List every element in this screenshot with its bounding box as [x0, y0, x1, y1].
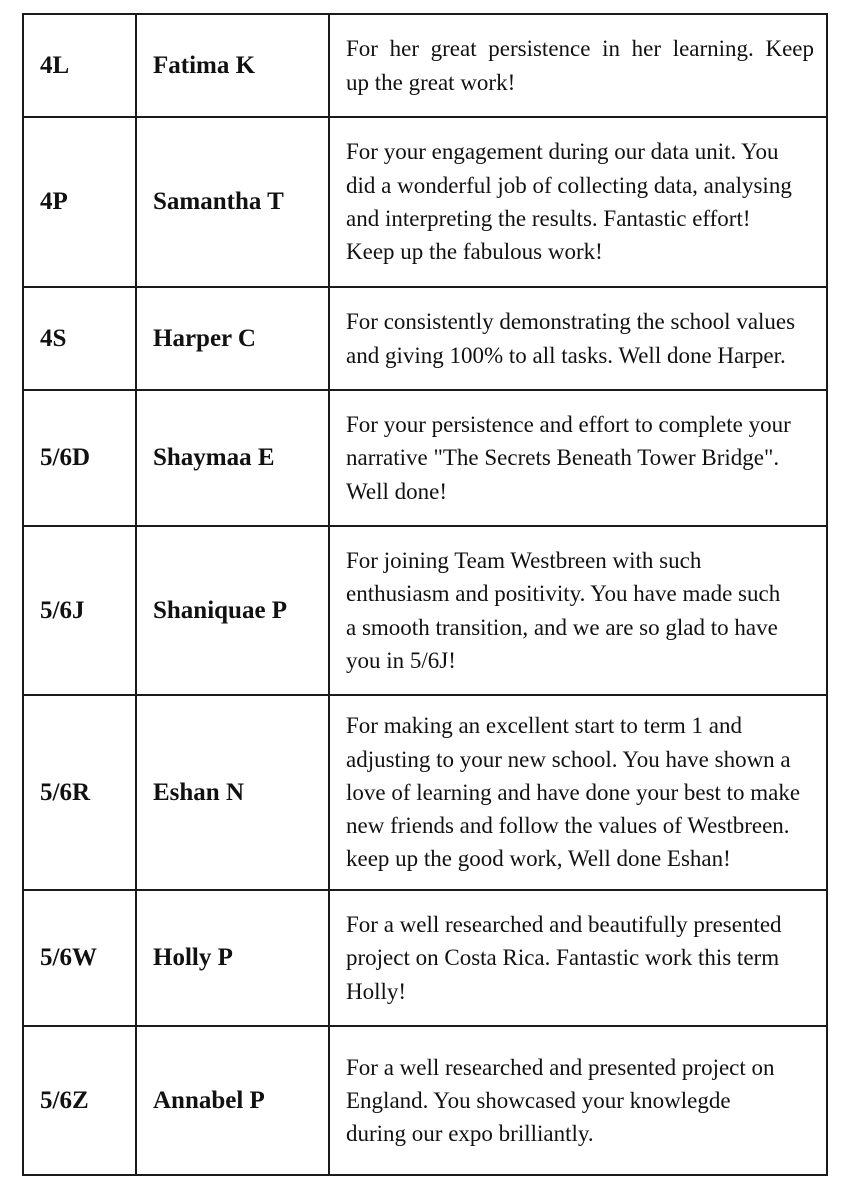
award-reason-cell — [329, 390, 827, 526]
table-row — [23, 287, 827, 390]
reason-line: For a well researched and presented project on — [346, 1054, 775, 1080]
class-cell: 4L — [23, 14, 136, 117]
table-row — [23, 390, 827, 526]
reason-line: you in 5/6J! — [346, 647, 456, 673]
award-reason-cell — [329, 287, 827, 390]
awards-table — [22, 13, 828, 1176]
class-cell: 5/6J — [23, 526, 136, 695]
reason-line: narrative "The Secrets Beneath Tower Bridge". — [346, 445, 780, 471]
student-name-cell: Samantha T — [136, 117, 329, 287]
student-name-cell: Shaniquae P — [136, 526, 329, 695]
reason-line: and giving 100% to all tasks. Well done Harper. — [346, 342, 786, 368]
reason-line: For a well researched and beautifully presented — [346, 912, 782, 938]
table-row — [23, 526, 827, 695]
reason-line: keep up the good work, Well done Eshan! — [346, 846, 731, 872]
table-row — [23, 890, 827, 1026]
reason-line: For your persistence and effort to complete your — [346, 412, 791, 438]
award-reason-cell — [329, 14, 827, 117]
reason-line: during our expo brilliantly. — [346, 1121, 594, 1147]
class-cell: 4S — [23, 287, 136, 390]
award-reason-cell — [329, 695, 827, 890]
table-row — [23, 14, 827, 117]
reason-line: up the great work! — [346, 69, 516, 95]
award-reason-cell — [329, 526, 827, 695]
class-cell: 5/6R — [23, 695, 136, 890]
reason-line: For consistently demonstrating the school values — [346, 309, 796, 335]
student-name-cell: Fatima K — [136, 14, 329, 117]
reason-line: new friends and follow the values of Westbreen. — [346, 813, 790, 839]
reason-line: For making an excellent start to term 1 and — [346, 713, 742, 739]
award-reason-cell — [329, 1026, 827, 1175]
student-name-cell: Holly P — [136, 890, 329, 1026]
class-cell: 5/6W — [23, 890, 136, 1026]
reason-line: For joining Team Westbreen with such — [346, 547, 702, 573]
table-row — [23, 1026, 827, 1175]
student-name-cell: Eshan N — [136, 695, 329, 890]
class-cell: 5/6D — [23, 390, 136, 526]
reason-line: adjusting to your new school. You have shown a — [346, 746, 791, 772]
reason-line: Holly! — [346, 978, 407, 1004]
table-row — [23, 117, 827, 287]
reason-line: love of learning and have done your best to make — [346, 779, 801, 805]
reason-line: Keep up the fabulous work! — [346, 239, 603, 265]
reason-line: project on Costa Rica. Fantastic work this term — [346, 945, 780, 971]
award-reason-cell — [329, 117, 827, 287]
reason-line: England. You showcased your knowlegde — [346, 1087, 731, 1113]
student-name-cell: Harper C — [136, 287, 329, 390]
reason-line: enthusiasm and positivity. You have made such — [346, 581, 781, 607]
reason-line: did a wonderful job of collecting data, analysing — [346, 172, 792, 198]
award-reason-cell — [329, 890, 827, 1026]
class-cell: 4P — [23, 117, 136, 287]
student-name-cell: Annabel P — [136, 1026, 329, 1175]
class-cell: 5/6Z — [23, 1026, 136, 1175]
reason-line: Well done! — [346, 478, 447, 504]
reason-line: For your engagement during our data unit. You — [346, 139, 779, 165]
reason-line: a smooth transition, and we are so glad to have — [346, 614, 778, 640]
reason-line: and interpreting the results. Fantastic effort! — [346, 206, 751, 231]
reason-line: For her great persistence in her learning. Keep — [346, 36, 814, 62]
student-name-cell: Shaymaa E — [136, 390, 329, 526]
table-row — [23, 695, 827, 890]
